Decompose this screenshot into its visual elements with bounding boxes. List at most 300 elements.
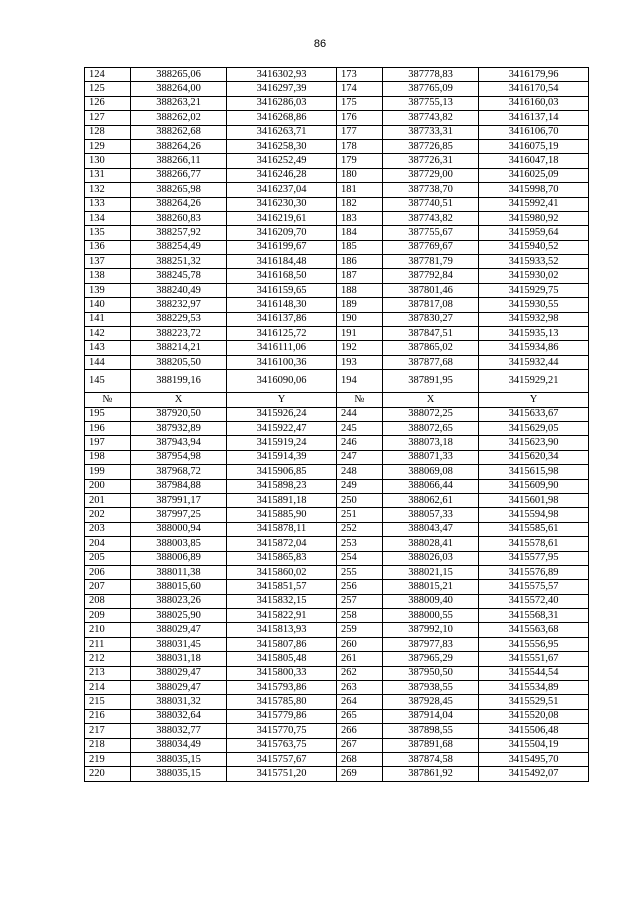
x-coordinate-cell: 387729,00 [383, 168, 479, 182]
x-coordinate-cell: 388066,44 [383, 479, 479, 493]
y-coordinate-cell: 3415906,85 [227, 465, 337, 479]
y-coordinate-cell: 3415891,18 [227, 493, 337, 507]
point-number-cell: 261 [337, 652, 383, 666]
point-number-cell: 173 [337, 68, 383, 82]
y-coordinate-cell: 3416286,03 [227, 96, 337, 110]
point-number-cell: 255 [337, 565, 383, 579]
point-number-cell: 126 [85, 96, 131, 110]
table-row [85, 609, 589, 623]
x-coordinate-cell: 387914,04 [383, 709, 479, 723]
table-row [85, 211, 589, 225]
point-number-cell: 138 [85, 269, 131, 283]
table-row [85, 695, 589, 709]
y-coordinate-cell: 3415615,98 [479, 465, 589, 479]
point-number-cell: 263 [337, 681, 383, 695]
point-number-cell: 186 [337, 255, 383, 269]
point-number-cell: 143 [85, 341, 131, 355]
y-coordinate-cell: 3415932,98 [479, 312, 589, 326]
point-number-cell: 127 [85, 111, 131, 125]
x-coordinate-cell: 388026,03 [383, 551, 479, 565]
point-number-cell: 200 [85, 479, 131, 493]
y-coordinate-cell: 3416159,65 [227, 283, 337, 297]
table-row [85, 479, 589, 493]
y-coordinate-cell: 3416184,48 [227, 255, 337, 269]
y-coordinate-cell: 3416125,72 [227, 327, 337, 341]
x-coordinate-cell: 388266,11 [131, 154, 227, 168]
point-number-cell: 191 [337, 327, 383, 341]
y-coordinate-cell: 3415865,83 [227, 551, 337, 565]
point-number-cell: 266 [337, 724, 383, 738]
point-number-cell: 192 [337, 341, 383, 355]
point-number-cell: 180 [337, 168, 383, 182]
table-row [85, 283, 589, 297]
table-row [85, 565, 589, 579]
point-number-cell: 202 [85, 508, 131, 522]
table-row [85, 240, 589, 254]
y-coordinate-cell: 3415813,93 [227, 623, 337, 637]
x-coordinate-cell: 388029,47 [131, 681, 227, 695]
point-number-cell: 190 [337, 312, 383, 326]
table-row [85, 111, 589, 125]
point-number-cell: 132 [85, 183, 131, 197]
x-coordinate-cell: 388029,47 [131, 666, 227, 680]
y-coordinate-cell: 3415629,05 [479, 421, 589, 435]
y-coordinate-cell: 3415959,64 [479, 226, 589, 240]
x-coordinate-cell: 388214,21 [131, 341, 227, 355]
point-number-cell: 247 [337, 450, 383, 464]
x-coordinate-cell: 388034,49 [131, 738, 227, 752]
table-row [85, 681, 589, 695]
table-row [85, 580, 589, 594]
table-row [85, 269, 589, 283]
x-coordinate-cell: 388003,85 [131, 537, 227, 551]
x-coordinate-cell: 388069,08 [383, 465, 479, 479]
x-coordinate-cell: 387755,13 [383, 96, 479, 110]
point-number-cell: 176 [337, 111, 383, 125]
y-coordinate-cell: 3415492,07 [479, 767, 589, 781]
y-coordinate-cell: 3415551,67 [479, 652, 589, 666]
x-coordinate-cell: 387877,68 [383, 355, 479, 369]
x-coordinate-cell: 388072,65 [383, 421, 479, 435]
table-row [85, 508, 589, 522]
point-number-cell: 184 [337, 226, 383, 240]
point-number-cell: 262 [337, 666, 383, 680]
y-coordinate-cell: 3415757,67 [227, 752, 337, 766]
point-number-cell: 195 [85, 407, 131, 421]
y-coordinate-cell: 3415932,44 [479, 355, 589, 369]
y-coordinate-cell: 3415860,02 [227, 565, 337, 579]
x-coordinate-cell: 387991,17 [131, 493, 227, 507]
x-coordinate-cell: 387847,51 [383, 327, 479, 341]
point-number-cell: 179 [337, 154, 383, 168]
y-coordinate-cell: 3416237,04 [227, 183, 337, 197]
y-coordinate-cell: 3416268,86 [227, 111, 337, 125]
x-coordinate-cell: 387830,27 [383, 312, 479, 326]
point-number-cell: 251 [337, 508, 383, 522]
y-coordinate-cell: 3416090,06 [227, 370, 337, 393]
table-row [85, 465, 589, 479]
x-coordinate-cell: 388031,18 [131, 652, 227, 666]
point-number-cell: 197 [85, 436, 131, 450]
table-row [85, 450, 589, 464]
point-number-cell: 136 [85, 240, 131, 254]
point-number-cell: 182 [337, 197, 383, 211]
point-number-cell: 258 [337, 609, 383, 623]
point-number-cell: 244 [337, 407, 383, 421]
y-coordinate-cell: 3415534,89 [479, 681, 589, 695]
y-coordinate-cell: 3415878,11 [227, 522, 337, 536]
y-coordinate-cell: 3415623,90 [479, 436, 589, 450]
y-coordinate-cell: 3415544,54 [479, 666, 589, 680]
x-coordinate-cell: 387928,45 [383, 695, 479, 709]
y-coordinate-cell: 3415770,75 [227, 724, 337, 738]
x-coordinate-cell: 387743,82 [383, 211, 479, 225]
y-coordinate-cell: 3415929,75 [479, 283, 589, 297]
point-number-cell: 203 [85, 522, 131, 536]
x-coordinate-cell: 388028,41 [383, 537, 479, 551]
x-coordinate-cell: 387769,67 [383, 240, 479, 254]
point-number-cell: 208 [85, 594, 131, 608]
point-number-cell: 218 [85, 738, 131, 752]
y-coordinate-cell: 3416160,03 [479, 96, 589, 110]
y-coordinate-cell: 3416106,70 [479, 125, 589, 139]
y-coordinate-cell: 3415934,86 [479, 341, 589, 355]
x-coordinate-cell: 388015,60 [131, 580, 227, 594]
point-number-cell: 269 [337, 767, 383, 781]
x-coordinate-cell: 387743,82 [383, 111, 479, 125]
point-number-cell: 125 [85, 82, 131, 96]
point-number-cell: 133 [85, 197, 131, 211]
table-row [85, 551, 589, 565]
x-coordinate-cell: 388264,26 [131, 139, 227, 153]
point-number-cell: 204 [85, 537, 131, 551]
y-coordinate-cell: 3416137,14 [479, 111, 589, 125]
y-coordinate-cell: 3416302,93 [227, 68, 337, 82]
x-coordinate-cell: 387954,98 [131, 450, 227, 464]
point-number-cell: 268 [337, 752, 383, 766]
y-coordinate-cell: 3415805,48 [227, 652, 337, 666]
table-row [85, 767, 589, 781]
point-number-cell: 189 [337, 298, 383, 312]
point-number-cell: 137 [85, 255, 131, 269]
point-number-cell: 129 [85, 139, 131, 153]
point-number-cell: 214 [85, 681, 131, 695]
point-number-cell: 181 [337, 183, 383, 197]
y-coordinate-cell: 3415568,31 [479, 609, 589, 623]
x-coordinate-cell: 387781,79 [383, 255, 479, 269]
x-coordinate-cell: 388266,77 [131, 168, 227, 182]
x-coordinate-cell: 388262,02 [131, 111, 227, 125]
x-coordinate-cell: 388032,77 [131, 724, 227, 738]
table-row [85, 370, 589, 393]
point-number-cell: 253 [337, 537, 383, 551]
point-number-cell: 216 [85, 709, 131, 723]
x-coordinate-cell: 388023,26 [131, 594, 227, 608]
x-coordinate-cell: 388032,64 [131, 709, 227, 723]
table-row [85, 752, 589, 766]
y-coordinate-cell: 3415763,75 [227, 738, 337, 752]
point-number-cell: 141 [85, 312, 131, 326]
x-coordinate-cell: 387733,31 [383, 125, 479, 139]
column-header-x: X [383, 393, 479, 407]
point-number-cell: 144 [85, 355, 131, 369]
y-coordinate-cell: 3415992,41 [479, 197, 589, 211]
x-coordinate-cell: 387755,67 [383, 226, 479, 240]
y-coordinate-cell: 3415822,91 [227, 609, 337, 623]
point-number-cell: 206 [85, 565, 131, 579]
x-coordinate-cell: 387801,46 [383, 283, 479, 297]
x-coordinate-cell: 388043,47 [383, 522, 479, 536]
y-coordinate-cell: 3415926,24 [227, 407, 337, 421]
x-coordinate-cell: 387778,83 [383, 68, 479, 82]
point-number-cell: 215 [85, 695, 131, 709]
point-number-cell: 267 [337, 738, 383, 752]
table-row [85, 139, 589, 153]
column-header-number: № [85, 393, 131, 407]
y-coordinate-cell: 3415940,52 [479, 240, 589, 254]
x-coordinate-cell: 387861,92 [383, 767, 479, 781]
x-coordinate-cell: 388199,16 [131, 370, 227, 393]
x-coordinate-cell: 387874,58 [383, 752, 479, 766]
x-coordinate-cell: 387938,55 [383, 681, 479, 695]
x-coordinate-cell: 388263,21 [131, 96, 227, 110]
y-coordinate-cell: 3415520,08 [479, 709, 589, 723]
y-coordinate-cell: 3415495,70 [479, 752, 589, 766]
point-number-cell: 260 [337, 637, 383, 651]
x-coordinate-cell: 387865,02 [383, 341, 479, 355]
point-number-cell: 142 [85, 327, 131, 341]
x-coordinate-cell: 388035,15 [131, 767, 227, 781]
x-coordinate-cell: 388254,49 [131, 240, 227, 254]
x-coordinate-cell: 387997,25 [131, 508, 227, 522]
y-coordinate-cell: 3415930,55 [479, 298, 589, 312]
x-coordinate-cell: 388223,72 [131, 327, 227, 341]
point-number-cell: 135 [85, 226, 131, 240]
y-coordinate-cell: 3415751,20 [227, 767, 337, 781]
x-coordinate-cell: 388031,32 [131, 695, 227, 709]
table-row [85, 355, 589, 369]
y-coordinate-cell: 3415785,80 [227, 695, 337, 709]
y-coordinate-cell: 3415601,98 [479, 493, 589, 507]
y-coordinate-cell: 3415633,67 [479, 407, 589, 421]
x-coordinate-cell: 387968,72 [131, 465, 227, 479]
y-coordinate-cell: 3415832,15 [227, 594, 337, 608]
x-coordinate-cell: 388000,55 [383, 609, 479, 623]
x-coordinate-cell: 387738,70 [383, 183, 479, 197]
table-row [85, 327, 589, 341]
x-coordinate-cell: 387726,85 [383, 139, 479, 153]
x-coordinate-cell: 387965,29 [383, 652, 479, 666]
y-coordinate-cell: 3416219,61 [227, 211, 337, 225]
table-row [85, 68, 589, 82]
point-number-cell: 250 [337, 493, 383, 507]
table-row [85, 522, 589, 536]
point-number-cell: 178 [337, 139, 383, 153]
x-coordinate-cell: 388031,45 [131, 637, 227, 651]
y-coordinate-cell: 3415504,19 [479, 738, 589, 752]
y-coordinate-cell: 3415572,40 [479, 594, 589, 608]
y-coordinate-cell: 3415585,61 [479, 522, 589, 536]
table-row [85, 168, 589, 182]
y-coordinate-cell: 3415578,61 [479, 537, 589, 551]
x-coordinate-cell: 387977,83 [383, 637, 479, 651]
x-coordinate-cell: 388011,38 [131, 565, 227, 579]
x-coordinate-cell: 387817,08 [383, 298, 479, 312]
x-coordinate-cell: 387984,88 [131, 479, 227, 493]
y-coordinate-cell: 3415563,68 [479, 623, 589, 637]
y-coordinate-cell: 3415935,13 [479, 327, 589, 341]
x-coordinate-cell: 387891,95 [383, 370, 479, 393]
y-coordinate-cell: 3416148,30 [227, 298, 337, 312]
y-coordinate-cell: 3416258,30 [227, 139, 337, 153]
y-coordinate-cell: 3415998,70 [479, 183, 589, 197]
x-coordinate-cell: 388057,33 [383, 508, 479, 522]
x-coordinate-cell: 388029,47 [131, 623, 227, 637]
point-number-cell: 209 [85, 609, 131, 623]
y-coordinate-cell: 3415807,86 [227, 637, 337, 651]
y-coordinate-cell: 3415577,95 [479, 551, 589, 565]
y-coordinate-cell: 3416047,18 [479, 154, 589, 168]
x-coordinate-cell: 388240,49 [131, 283, 227, 297]
y-coordinate-cell: 3415914,39 [227, 450, 337, 464]
x-coordinate-cell: 388264,00 [131, 82, 227, 96]
point-number-cell: 246 [337, 436, 383, 450]
x-coordinate-cell: 388232,97 [131, 298, 227, 312]
point-number-cell: 188 [337, 283, 383, 297]
point-number-cell: 193 [337, 355, 383, 369]
point-number-cell: 140 [85, 298, 131, 312]
point-number-cell: 185 [337, 240, 383, 254]
point-number-cell: 211 [85, 637, 131, 651]
x-coordinate-cell: 387740,51 [383, 197, 479, 211]
table-row [85, 537, 589, 551]
x-coordinate-cell: 388264,26 [131, 197, 227, 211]
point-number-cell: 124 [85, 68, 131, 82]
x-coordinate-cell: 388062,61 [383, 493, 479, 507]
y-coordinate-cell: 3416137,86 [227, 312, 337, 326]
point-number-cell: 217 [85, 724, 131, 738]
x-coordinate-cell: 388265,06 [131, 68, 227, 82]
y-coordinate-cell: 3416111,06 [227, 341, 337, 355]
point-number-cell: 187 [337, 269, 383, 283]
x-coordinate-cell: 388245,78 [131, 269, 227, 283]
x-coordinate-cell: 388073,18 [383, 436, 479, 450]
x-coordinate-cell: 387932,89 [131, 421, 227, 435]
y-coordinate-cell: 3415594,98 [479, 508, 589, 522]
y-coordinate-cell: 3415793,86 [227, 681, 337, 695]
coordinates-table [84, 67, 589, 782]
point-number-cell: 201 [85, 493, 131, 507]
y-coordinate-cell: 3416170,54 [479, 82, 589, 96]
x-coordinate-cell: 388251,32 [131, 255, 227, 269]
x-coordinate-cell: 388260,83 [131, 211, 227, 225]
point-number-cell: 174 [337, 82, 383, 96]
point-number-cell: 198 [85, 450, 131, 464]
x-coordinate-cell: 387891,68 [383, 738, 479, 752]
y-coordinate-cell: 3415506,48 [479, 724, 589, 738]
y-coordinate-cell: 3416179,96 [479, 68, 589, 82]
table-row [85, 341, 589, 355]
point-number-cell: 205 [85, 551, 131, 565]
y-coordinate-cell: 3415898,23 [227, 479, 337, 493]
y-coordinate-cell: 3416075,19 [479, 139, 589, 153]
table-row [85, 738, 589, 752]
table-row [85, 82, 589, 96]
point-number-cell: 177 [337, 125, 383, 139]
x-coordinate-cell: 388000,94 [131, 522, 227, 536]
y-coordinate-cell: 3416199,67 [227, 240, 337, 254]
point-number-cell: 183 [337, 211, 383, 225]
x-coordinate-cell: 388205,50 [131, 355, 227, 369]
y-coordinate-cell: 3416100,36 [227, 355, 337, 369]
y-coordinate-cell: 3415576,89 [479, 565, 589, 579]
table-row [85, 666, 589, 680]
table-row [85, 154, 589, 168]
point-number-cell: 254 [337, 551, 383, 565]
point-number-cell: 249 [337, 479, 383, 493]
y-coordinate-cell: 3415930,02 [479, 269, 589, 283]
y-coordinate-cell: 3415885,90 [227, 508, 337, 522]
point-number-cell: 134 [85, 211, 131, 225]
x-coordinate-cell: 387943,94 [131, 436, 227, 450]
table-row [85, 652, 589, 666]
point-number-cell: 259 [337, 623, 383, 637]
x-coordinate-cell: 387898,55 [383, 724, 479, 738]
x-coordinate-cell: 388009,40 [383, 594, 479, 608]
point-number-cell: 252 [337, 522, 383, 536]
x-coordinate-cell: 388229,53 [131, 312, 227, 326]
x-coordinate-cell: 387726,31 [383, 154, 479, 168]
point-number-cell: 257 [337, 594, 383, 608]
y-coordinate-cell: 3415929,21 [479, 370, 589, 393]
point-number-cell: 145 [85, 370, 131, 393]
y-coordinate-cell: 3416263,71 [227, 125, 337, 139]
x-coordinate-cell: 388257,92 [131, 226, 227, 240]
x-coordinate-cell: 388035,15 [131, 752, 227, 766]
point-number-cell: 131 [85, 168, 131, 182]
y-coordinate-cell: 3416209,70 [227, 226, 337, 240]
y-coordinate-cell: 3415851,57 [227, 580, 337, 594]
point-number-cell: 256 [337, 580, 383, 594]
point-number-cell: 213 [85, 666, 131, 680]
x-coordinate-cell: 387920,50 [131, 407, 227, 421]
x-coordinate-cell: 388015,21 [383, 580, 479, 594]
y-coordinate-cell: 3416230,30 [227, 197, 337, 211]
point-number-cell: 199 [85, 465, 131, 479]
point-number-cell: 139 [85, 283, 131, 297]
y-coordinate-cell: 3415556,95 [479, 637, 589, 651]
x-coordinate-cell: 388006,89 [131, 551, 227, 565]
y-coordinate-cell: 3415980,92 [479, 211, 589, 225]
x-coordinate-cell: 388071,33 [383, 450, 479, 464]
table-row [85, 594, 589, 608]
table-row [85, 421, 589, 435]
point-number-cell: 265 [337, 709, 383, 723]
y-coordinate-cell: 3415919,24 [227, 436, 337, 450]
y-coordinate-cell: 3415933,52 [479, 255, 589, 269]
y-coordinate-cell: 3415609,90 [479, 479, 589, 493]
x-coordinate-cell: 388025,90 [131, 609, 227, 623]
point-number-cell: 196 [85, 421, 131, 435]
y-coordinate-cell: 3415779,86 [227, 709, 337, 723]
x-coordinate-cell: 387992,10 [383, 623, 479, 637]
table-row [85, 407, 589, 421]
point-number-cell: 248 [337, 465, 383, 479]
x-coordinate-cell: 388021,15 [383, 565, 479, 579]
point-number-cell: 207 [85, 580, 131, 594]
table-row [85, 255, 589, 269]
table-row [85, 709, 589, 723]
